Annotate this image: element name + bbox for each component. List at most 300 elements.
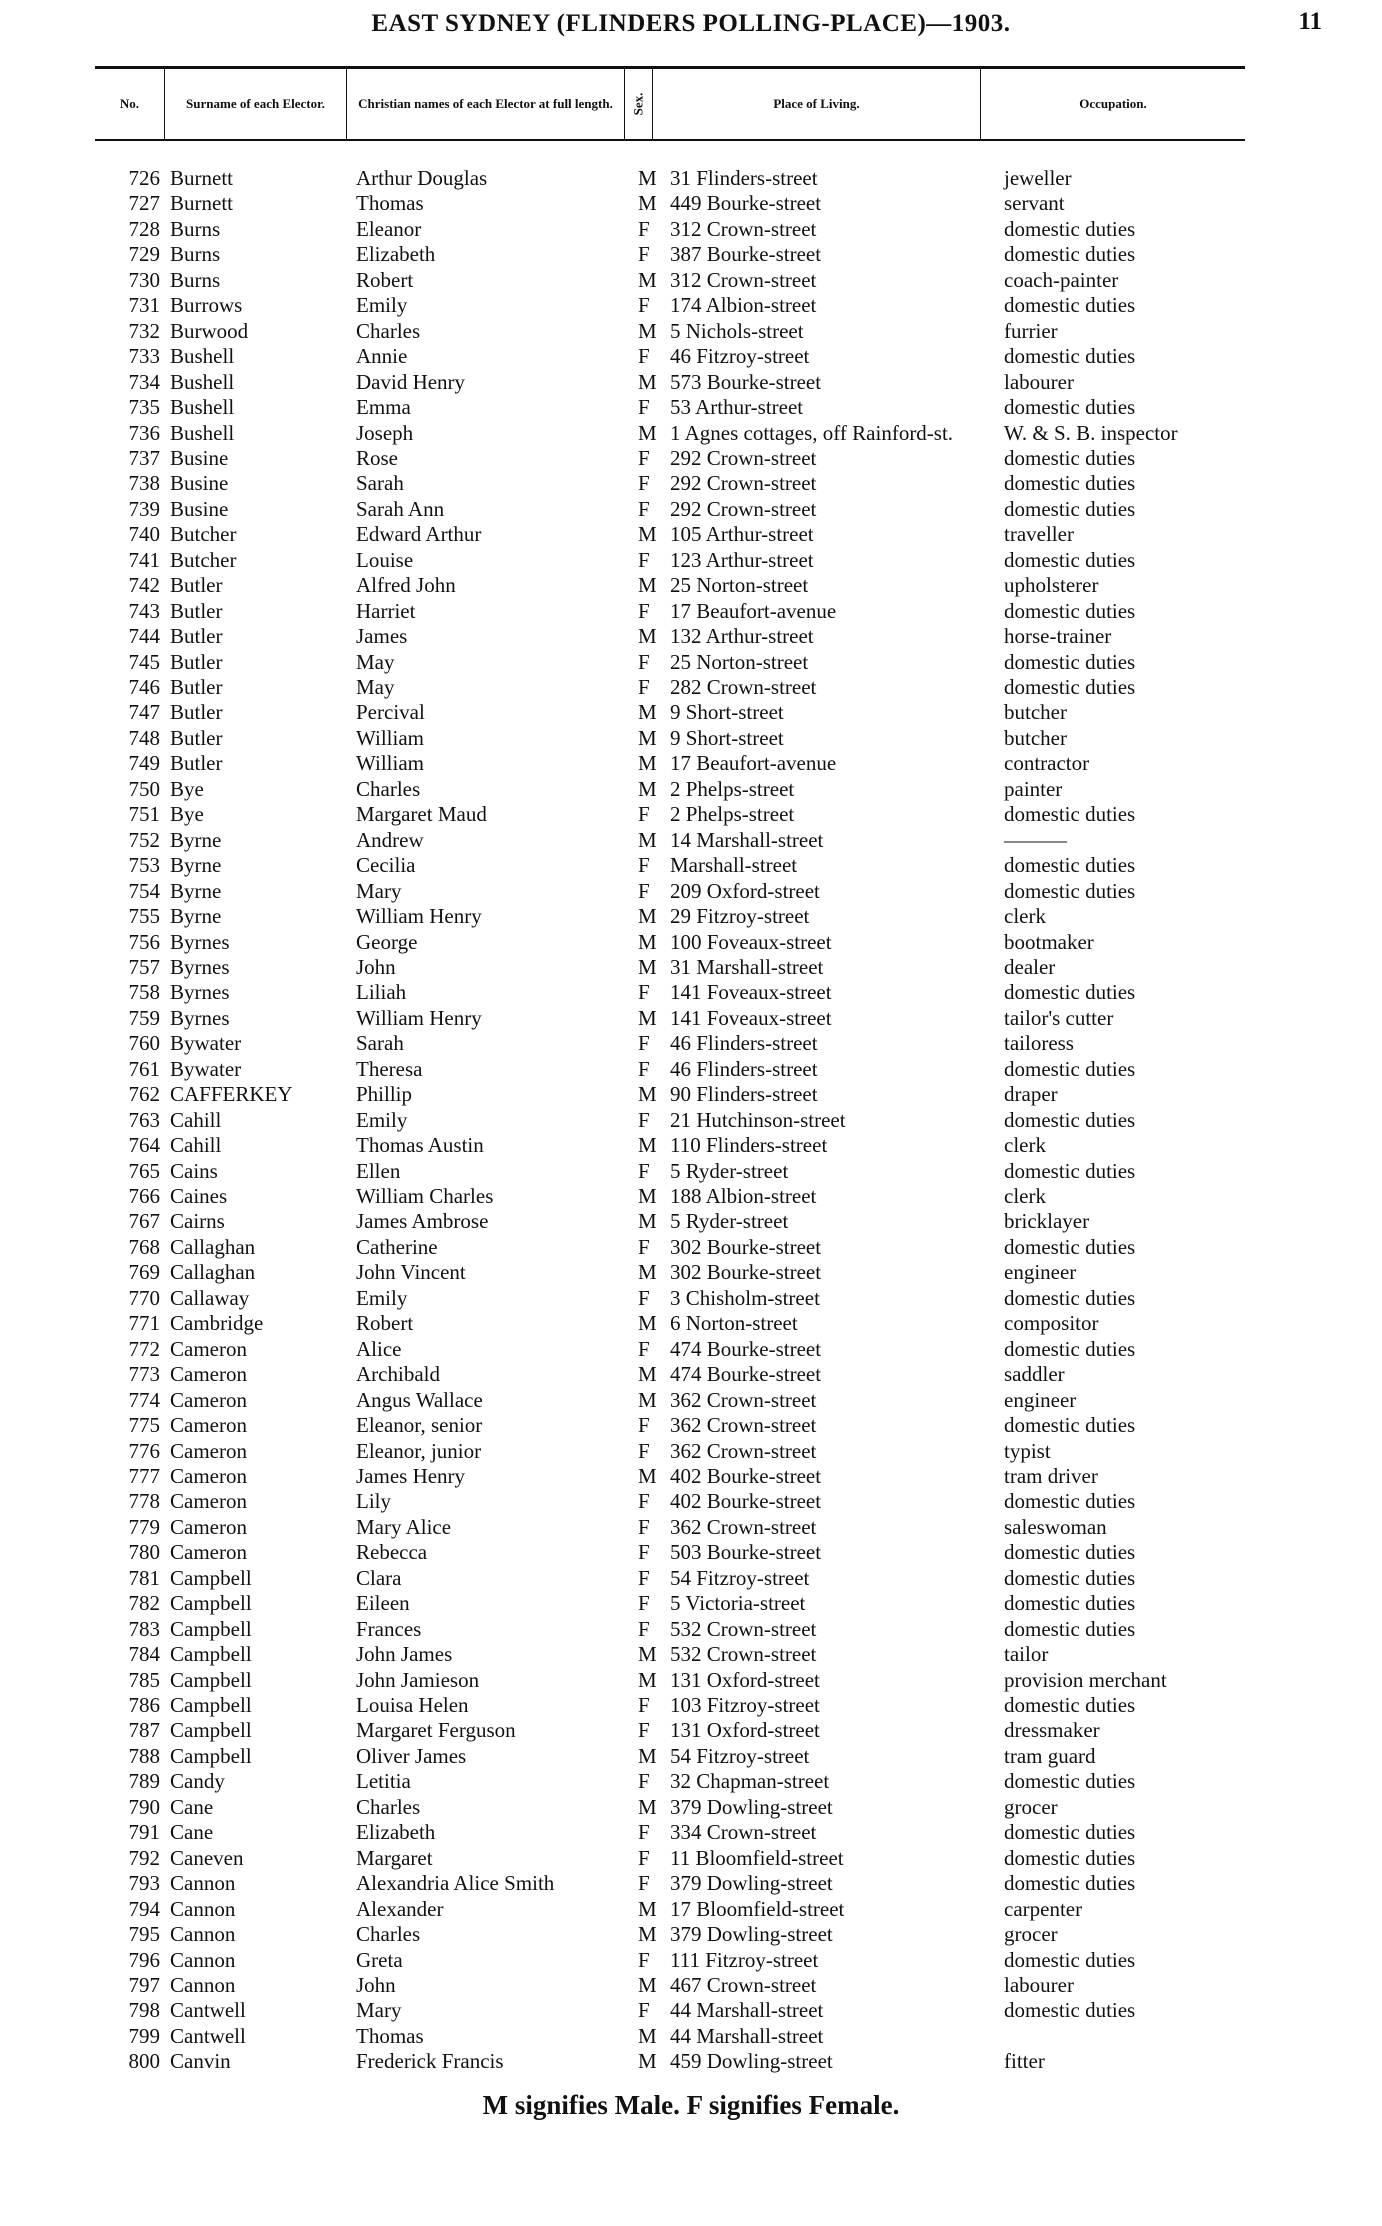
cell-surname: Cameron — [170, 1489, 247, 1514]
cell-place: 111 Fitzroy-street — [670, 1947, 819, 1972]
cell-surname: Burns — [170, 216, 221, 241]
cell-no: 737 — [128, 445, 160, 470]
cell-place: 25 Norton-street — [670, 649, 809, 674]
table-row — [0, 1133, 1382, 1158]
column-header-occupation: Occupation. — [1079, 96, 1147, 111]
cell-christian-names: Emily — [356, 293, 408, 318]
cell-occupation: saleswoman — [1004, 1514, 1107, 1539]
footer-note: M signifies Male. F signifies Female. — [482, 2090, 900, 2120]
cell-occupation: domestic duties — [1004, 445, 1136, 470]
cell-no: 793 — [128, 1871, 160, 1896]
cell-surname: Cahill — [170, 1107, 222, 1132]
cell-place: 90 Flinders-street — [670, 1082, 818, 1107]
cell-place: 402 Bourke-street — [670, 1489, 822, 1514]
table-row — [0, 1464, 1382, 1489]
cell-no: 774 — [128, 1387, 160, 1412]
cell-sex: M — [638, 1362, 657, 1387]
table-row — [0, 1948, 1382, 1973]
cell-no: 748 — [128, 725, 160, 750]
cell-christian-names: Robert — [356, 267, 414, 292]
cell-occupation: domestic duties — [1004, 547, 1136, 572]
cell-no: 795 — [128, 1922, 160, 1947]
cell-no: 797 — [128, 1972, 160, 1997]
cell-no: 756 — [128, 929, 160, 954]
cell-occupation: W. & S. B. inspector — [1004, 420, 1178, 445]
cell-place: 141 Foveaux-street — [670, 1005, 832, 1030]
cell-surname: CAFFERKEY — [170, 1082, 293, 1107]
table-row — [0, 1413, 1382, 1438]
cell-occupation: traveller — [1004, 522, 1074, 547]
cell-place: 32 Chapman-street — [670, 1769, 830, 1794]
cell-no: 785 — [128, 1667, 160, 1692]
cell-no: 759 — [128, 1005, 160, 1030]
cell-christian-names: Elizabeth — [356, 1820, 436, 1845]
cell-surname: Caines — [170, 1184, 228, 1208]
cell-christian-names: Eleanor — [356, 216, 422, 241]
cell-occupation: domestic duties — [1004, 1413, 1136, 1438]
cell-surname: Busine — [170, 471, 229, 496]
cell-christian-names: Annie — [356, 344, 408, 369]
column-header-place: Place of Living. — [653, 69, 981, 139]
cell-surname: Cannon — [170, 1947, 236, 1972]
cell-place: 573 Bourke-street — [670, 369, 822, 394]
cell-christian-names: Charles — [356, 1922, 421, 1947]
cell-sex: F — [638, 1514, 650, 1539]
cell-occupation: domestic duties — [1004, 1591, 1136, 1616]
cell-sex: F — [638, 802, 650, 827]
cell-occupation: domestic duties — [1004, 649, 1136, 674]
cell-sex: F — [638, 445, 650, 470]
table-row — [0, 1642, 1382, 1667]
cell-surname: Byrne — [170, 904, 222, 929]
cell-place: 17 Bloomfield-street — [670, 1896, 845, 1921]
column-header-sex — [625, 69, 653, 139]
cell-no: 736 — [128, 420, 160, 445]
cell-christian-names: Margaret — [356, 1845, 433, 1870]
cell-christian-names: Percival — [356, 700, 425, 725]
cell-occupation: tailor — [1004, 1642, 1049, 1667]
cell-sex: M — [638, 929, 657, 954]
cell-christian-names: Alexander — [356, 1896, 444, 1921]
cell-no: 765 — [128, 1158, 160, 1183]
table-row — [0, 675, 1382, 700]
cell-surname: Busine — [170, 496, 229, 521]
cell-no: 767 — [128, 1209, 160, 1234]
cell-christian-names: William Henry — [356, 1005, 482, 1030]
cell-surname: Candy — [170, 1769, 225, 1794]
cell-surname: Campbell — [170, 1743, 252, 1768]
table-row — [0, 802, 1382, 827]
cell-place: 3 Chisholm-street — [670, 1285, 820, 1310]
cell-occupation: tram guard — [1004, 1743, 1096, 1768]
cell-surname: Burns — [170, 242, 221, 267]
cell-place: Marshall-street — [670, 853, 798, 878]
table-row — [0, 1540, 1382, 1565]
cell-no: 792 — [128, 1845, 160, 1870]
cell-occupation: domestic duties — [1004, 1947, 1136, 1972]
cell-surname: Byrne — [170, 853, 222, 878]
cell-occupation: bricklayer — [1004, 1209, 1090, 1234]
cell-surname: Byrne — [170, 827, 222, 852]
cell-no: 743 — [128, 598, 160, 623]
cell-christian-names: David Henry — [356, 369, 466, 394]
cell-place: 9 Short-street — [670, 700, 784, 725]
cell-place: 532 Crown-street — [670, 1616, 817, 1641]
cell-place: 141 Foveaux-street — [670, 980, 832, 1005]
table-row — [0, 1668, 1382, 1693]
cell-place: 11 Bloomfield-street — [670, 1845, 844, 1870]
cell-sex: F — [638, 216, 650, 241]
cell-christian-names: Sarah — [356, 1031, 404, 1056]
cell-no: 747 — [128, 700, 160, 725]
cell-place: 46 Flinders-street — [670, 1056, 818, 1081]
cell-sex: F — [638, 1718, 650, 1743]
cell-occupation: domestic duties — [1004, 293, 1136, 318]
cell-occupation: typist — [1004, 1438, 1051, 1463]
cell-occupation: bootmaker — [1004, 929, 1094, 954]
cell-surname: Byrnes — [170, 954, 230, 979]
cell-occupation: butcher — [1004, 725, 1067, 750]
cell-surname: Bye — [170, 802, 204, 827]
cell-place: 292 Crown-street — [670, 496, 817, 521]
cell-surname: Bushell — [170, 420, 235, 445]
table-row — [0, 1515, 1382, 1540]
cell-place: 188 Albion-street — [670, 1184, 817, 1208]
cell-surname: Cantwell — [170, 2023, 246, 2048]
cell-no: 779 — [128, 1514, 160, 1539]
cell-christian-names: Emily — [356, 1107, 408, 1132]
cell-sex: F — [638, 649, 650, 674]
cell-surname: Bushell — [170, 344, 235, 369]
cell-surname: Butcher — [170, 547, 237, 572]
cell-christian-names: Andrew — [356, 827, 424, 852]
cell-place: 5 Victoria-street — [670, 1591, 806, 1616]
cell-surname: Burnett — [170, 166, 233, 190]
cell-christian-names: Margaret Ferguson — [356, 1718, 516, 1743]
table-row — [0, 1209, 1382, 1234]
table-row — [0, 1846, 1382, 1871]
table-row — [0, 650, 1382, 675]
cell-sex: F — [638, 1947, 650, 1972]
cell-christian-names: Phillip — [356, 1082, 413, 1107]
table-row — [0, 828, 1382, 853]
cell-christian-names: Frances — [356, 1616, 422, 1641]
cell-sex: M — [638, 1209, 657, 1234]
cell-sex: M — [638, 2023, 657, 2048]
cell-christian-names: Alice — [356, 1336, 402, 1361]
cell-place: 312 Crown-street — [670, 216, 817, 241]
cell-christian-names: Thomas — [356, 2023, 424, 2048]
cell-christian-names: John Vincent — [356, 1260, 466, 1285]
cell-occupation: tram driver — [1004, 1463, 1098, 1488]
cell-place: 103 Fitzroy-street — [670, 1693, 820, 1717]
cell-occupation: saddler — [1004, 1362, 1065, 1387]
cell-place: 362 Crown-street — [670, 1438, 817, 1463]
cell-occupation: domestic duties — [1004, 1693, 1136, 1717]
cell-occupation: domestic duties — [1004, 1998, 1136, 2023]
table-row — [0, 1362, 1382, 1387]
table-row — [0, 471, 1382, 496]
cell-christian-names: Mary — [356, 878, 402, 903]
cell-sex: M — [638, 1922, 657, 1947]
table-row — [0, 1439, 1382, 1464]
cell-occupation: domestic duties — [1004, 980, 1136, 1005]
table-row — [0, 700, 1382, 725]
cell-surname: Cambridge — [170, 1311, 264, 1336]
cell-surname: Cameron — [170, 1362, 247, 1387]
cell-no: 777 — [128, 1463, 160, 1488]
cell-sex: F — [638, 853, 650, 878]
cell-place: 292 Crown-street — [670, 471, 817, 496]
cell-christian-names: Liliah — [356, 980, 407, 1005]
table-row — [0, 1082, 1382, 1107]
cell-christian-names: Emma — [356, 395, 411, 420]
cell-sex: F — [638, 547, 650, 572]
cell-no: 758 — [128, 980, 160, 1005]
cell-sex: M — [638, 166, 657, 190]
cell-occupation: fitter — [1004, 2049, 1045, 2074]
cell-sex: M — [638, 954, 657, 979]
table-row — [0, 1973, 1382, 1998]
cell-sex: F — [638, 1871, 650, 1896]
cell-place: 282 Crown-street — [670, 675, 817, 699]
cell-christian-names: Ellen — [356, 1158, 401, 1183]
cell-occupation: labourer — [1004, 369, 1074, 394]
cell-no: 798 — [128, 1998, 160, 2023]
cell-christian-names: Alexandria Alice Smith — [356, 1871, 555, 1896]
column-header-no: No. — [95, 69, 165, 139]
cell-surname: Callaghan — [170, 1234, 256, 1259]
cell-surname: Burrows — [170, 293, 243, 318]
cell-occupation: tailoress — [1004, 1031, 1074, 1056]
cell-sex: F — [638, 1158, 650, 1183]
cell-place: 362 Crown-street — [670, 1387, 817, 1412]
cell-surname: Cannon — [170, 1972, 236, 1997]
cell-place: 131 Oxford-street — [670, 1667, 820, 1692]
cell-occupation: furrier — [1004, 318, 1058, 343]
cell-place: 312 Crown-street — [670, 267, 817, 292]
table-row — [0, 1566, 1382, 1591]
table-row — [0, 980, 1382, 1005]
cell-place: 5 Ryder-street — [670, 1209, 789, 1234]
cell-christian-names: Mary Alice — [356, 1514, 452, 1539]
cell-christian-names: Robert — [356, 1311, 414, 1336]
cell-no: 755 — [128, 904, 160, 929]
cell-occupation: labourer — [1004, 1972, 1074, 1997]
cell-sex: M — [638, 1972, 657, 1997]
cell-surname: Butler — [170, 751, 223, 776]
cell-surname: Campbell — [170, 1667, 252, 1692]
table-row — [0, 1235, 1382, 1260]
cell-occupation: painter — [1004, 776, 1063, 801]
cell-place: 17 Beaufort-avenue — [670, 751, 837, 776]
cell-occupation: draper — [1004, 1082, 1058, 1107]
cell-no: 761 — [128, 1056, 160, 1081]
cell-no: 726 — [128, 166, 160, 190]
cell-surname: Cairns — [170, 1209, 225, 1234]
cell-place: 174 Albion-street — [670, 293, 817, 318]
cell-place: 292 Crown-street — [670, 445, 817, 470]
table-row — [0, 599, 1382, 624]
cell-surname: Bushell — [170, 369, 235, 394]
cell-surname: Butler — [170, 598, 223, 623]
cell-christian-names: John James — [356, 1642, 453, 1667]
cell-surname: Byrnes — [170, 929, 230, 954]
cell-christian-names: Greta — [356, 1947, 403, 1972]
table-row — [0, 1897, 1382, 1922]
cell-occupation: domestic duties — [1004, 242, 1136, 267]
table-row — [0, 1337, 1382, 1362]
cell-surname: Campbell — [170, 1565, 252, 1590]
cell-place: 467 Crown-street — [670, 1972, 817, 1997]
cell-sex: F — [638, 980, 650, 1005]
cell-place: 387 Bourke-street — [670, 242, 822, 267]
table-row — [0, 421, 1382, 446]
cell-christian-names: Thomas — [356, 191, 424, 216]
cell-no: 775 — [128, 1413, 160, 1438]
table-row — [0, 904, 1382, 929]
cell-sex: F — [638, 496, 650, 521]
cell-surname: Butler — [170, 725, 223, 750]
cell-surname: Campbell — [170, 1642, 252, 1667]
cell-no: 731 — [128, 293, 160, 318]
cell-no: 727 — [128, 191, 160, 216]
cell-no: 746 — [128, 675, 160, 699]
cell-christian-names: John — [356, 1972, 396, 1997]
cell-place: 31 Flinders-street — [670, 166, 818, 190]
cell-surname: Byrnes — [170, 980, 230, 1005]
cell-occupation: grocer — [1004, 1794, 1058, 1819]
cell-no: 783 — [128, 1616, 160, 1641]
cell-place: 9 Short-street — [670, 725, 784, 750]
cell-surname: Cains — [170, 1158, 218, 1183]
cell-surname: Cameron — [170, 1540, 247, 1565]
cell-sex: M — [638, 904, 657, 929]
table-row — [0, 1388, 1382, 1413]
cell-sex: F — [638, 1769, 650, 1794]
cell-christian-names: Emily — [356, 1285, 408, 1310]
cell-place: 474 Bourke-street — [670, 1336, 822, 1361]
cell-sex: F — [638, 1489, 650, 1514]
cell-no: 740 — [128, 522, 160, 547]
table-row — [0, 191, 1382, 216]
cell-christian-names: Elizabeth — [356, 242, 436, 267]
cell-sex: F — [638, 242, 650, 267]
table-row — [0, 2049, 1382, 2074]
cell-surname: Cameron — [170, 1336, 247, 1361]
cell-christian-names: James Henry — [356, 1463, 466, 1488]
cell-occupation: grocer — [1004, 1922, 1058, 1947]
cell-no: 799 — [128, 2023, 160, 2048]
table-row — [0, 1057, 1382, 1082]
table-row — [0, 1159, 1382, 1184]
table-row — [0, 395, 1382, 420]
cell-christian-names: May — [356, 675, 395, 699]
table-row — [0, 726, 1382, 751]
cell-place: 2 Phelps-street — [670, 802, 795, 827]
cell-surname: Butler — [170, 700, 223, 725]
table-row — [0, 548, 1382, 573]
cell-place: 105 Arthur-street — [670, 522, 814, 547]
cell-no: 794 — [128, 1896, 160, 1921]
cell-christian-names: Angus Wallace — [356, 1387, 483, 1412]
cell-christian-names: George — [356, 929, 418, 954]
cell-surname: Burwood — [170, 318, 249, 343]
cell-no: 730 — [128, 267, 160, 292]
cell-surname: Cameron — [170, 1463, 247, 1488]
cell-no: 764 — [128, 1133, 160, 1158]
cell-occupation: carpenter — [1004, 1896, 1083, 1921]
cell-sex: M — [638, 827, 657, 852]
table-row — [0, 446, 1382, 471]
cell-sex: M — [638, 267, 657, 292]
cell-surname: Callaway — [170, 1285, 250, 1310]
cell-sex: M — [638, 1184, 657, 1208]
table-row — [0, 1591, 1382, 1616]
cell-occupation: domestic duties — [1004, 878, 1136, 903]
table-row — [0, 1795, 1382, 1820]
cell-christian-names: Mary — [356, 1998, 402, 2023]
cell-place: 5 Ryder-street — [670, 1158, 789, 1183]
cell-occupation: domestic duties — [1004, 1616, 1136, 1641]
cell-surname: Cane — [170, 1794, 214, 1819]
cell-sex: F — [638, 878, 650, 903]
cell-no: 745 — [128, 649, 160, 674]
cell-christian-names: Eleanor, senior — [356, 1413, 483, 1438]
cell-sex: M — [638, 1642, 657, 1667]
cell-no: 768 — [128, 1234, 160, 1259]
table-row — [0, 1871, 1382, 1896]
page-number: 11 — [1298, 8, 1322, 35]
cell-occupation: domestic duties — [1004, 675, 1136, 699]
cell-occupation: engineer — [1004, 1387, 1077, 1412]
cell-christian-names: William — [356, 725, 424, 750]
cell-christian-names: William Henry — [356, 904, 482, 929]
table-row — [0, 166, 1382, 191]
cell-no: 770 — [128, 1285, 160, 1310]
cell-no: 729 — [128, 242, 160, 267]
table-row — [0, 1693, 1382, 1718]
cell-sex: F — [638, 1285, 650, 1310]
cell-no: 754 — [128, 878, 160, 903]
table-row — [0, 370, 1382, 395]
cell-no: 782 — [128, 1591, 160, 1616]
table-row — [0, 777, 1382, 802]
cell-surname: Cane — [170, 1820, 214, 1845]
table-row — [0, 573, 1382, 598]
cell-no: 760 — [128, 1031, 160, 1056]
column-header-surname: Surname of each Elector. — [165, 69, 347, 139]
cell-place: 29 Fitzroy-street — [670, 904, 810, 929]
cell-christian-names: Archibald — [356, 1362, 440, 1387]
cell-no: 791 — [128, 1820, 160, 1845]
cell-occupation: jeweller — [1004, 166, 1072, 190]
cell-occupation: servant — [1004, 191, 1065, 216]
cell-christian-names: Rose — [356, 445, 398, 470]
table-row — [0, 293, 1382, 318]
cell-surname: Canvin — [170, 2049, 231, 2074]
cell-place: 110 Flinders-street — [670, 1133, 828, 1158]
cell-christian-names: Eileen — [356, 1591, 410, 1616]
cell-christian-names: Charles — [356, 318, 421, 343]
cell-christian-names: May — [356, 649, 395, 674]
table-row — [0, 242, 1382, 267]
cell-christian-names: Margaret Maud — [356, 802, 487, 827]
cell-christian-names: James — [356, 624, 408, 649]
cell-place: 17 Beaufort-avenue — [670, 598, 837, 623]
cell-occupation: upholsterer — [1004, 573, 1099, 598]
cell-occupation: domestic duties — [1004, 1489, 1136, 1514]
